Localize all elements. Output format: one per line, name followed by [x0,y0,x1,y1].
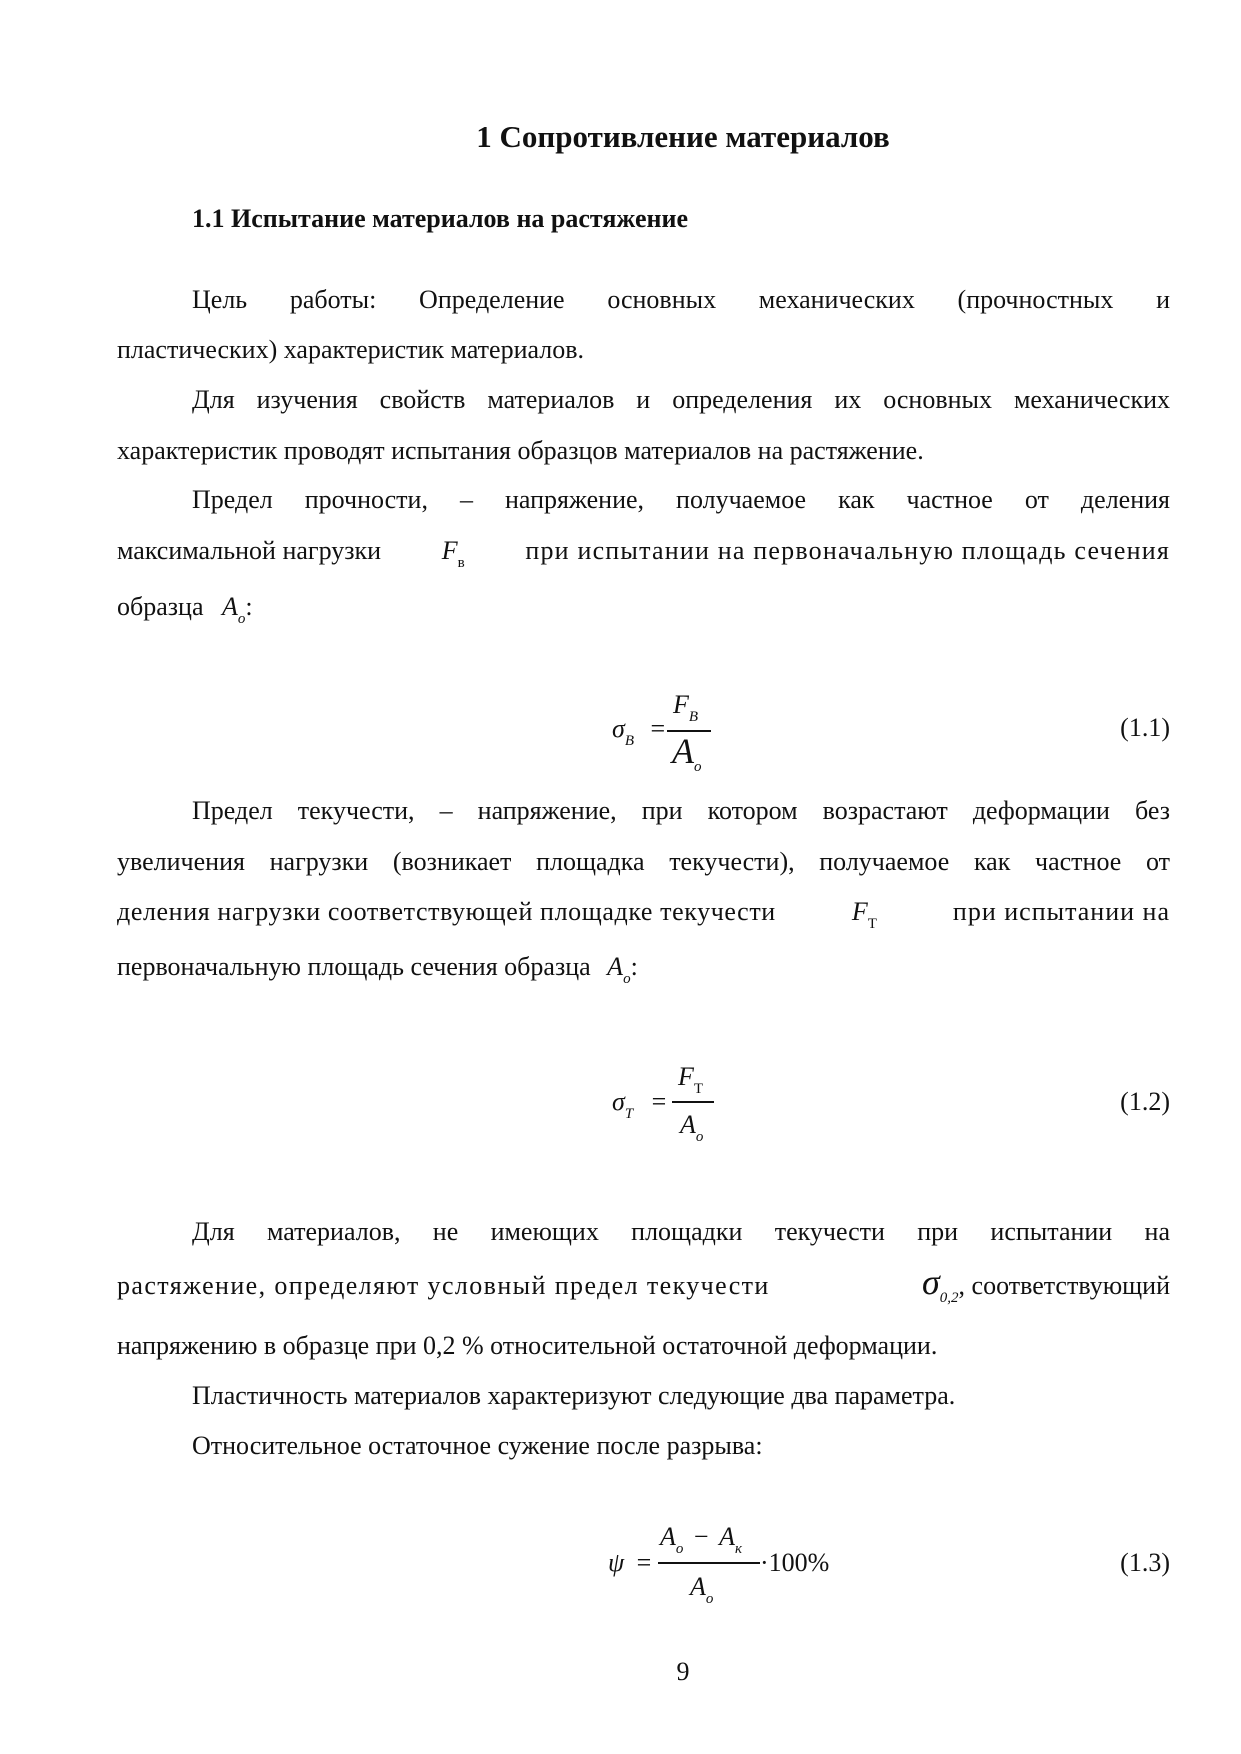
para2-line1: Для изучения свойств материалов и определения их основных механических [192,385,1170,414]
para5-line1: Для материалов, не имеющих площадки текучести при испытании на [192,1217,1170,1246]
para4-line3-post: при испытании на [952,897,1170,926]
eq2-lhs: $\sigma_T$ = [612,1087,667,1122]
eq3-fraction-bar [658,1562,760,1564]
eq2-number: (1.2) [1120,1087,1170,1116]
eq3-number: (1.3) [1120,1548,1170,1577]
para4-line2: увеличения нагрузки (возникает площадка текучести), получаемое как частное от [117,847,1170,876]
para4-line3 [117,895,1170,933]
para1-line1: Цель работы: Определение основных механических (прочностных и [192,285,1170,314]
force-symbol-fv: $F_в$ [441,536,465,571]
eq1-lhs: $\sigma_B$ = [612,714,666,749]
eq3-denominator: $A_o$ [690,1572,714,1607]
yield-symbol-sigma02: $\sigma_{0,2}$, соответствующий [922,1262,1170,1306]
section-title: 1.1 Испытание материалов на растяжение [192,204,688,233]
eq1-number: (1.1) [1120,713,1170,742]
para4-line4-pre: первоначальную площадь сечения образца [117,952,591,981]
para7: Относительное остаточное сужение после разрыва: [192,1431,763,1460]
para5-line3: напряжению в образце при 0,2 % относительной остаточной деформации. [117,1331,938,1360]
para4-line1: Предел текучести, – напряжение, при котором возрастают деформации без [192,796,1170,825]
eq2-fraction-bar [672,1101,714,1103]
para2-line2: характеристик проводят испытания образцов материалов на растяжение. [117,436,924,465]
para4-line3-pre: деления нагрузки соответствующей площадке текучести [117,897,776,926]
eq2-denominator: $A_o$ [680,1110,704,1145]
para1-line2: пластических) характеристик материалов. [117,335,585,364]
para3-line3: образца $A_o$: [117,592,253,627]
chapter-title: 1 Сопротивление материалов [476,119,890,154]
para3-line2-pre: максимальной нагрузки [117,536,382,565]
para3-line2 [117,534,1170,572]
area-symbol-ao: $A_o$ [222,592,246,627]
eq1-numerator: $F_B$ [673,690,699,725]
eq1-denominator: $A_o$ [672,731,702,775]
para3-line2-post: при испытании на первоначальную площадь сечения [525,536,1170,565]
para4-line4: первоначальную площадь сечения образца $A_o$: [117,952,638,987]
para3-line1: Предел прочности, – напряжение, получаемое как частное от деления [192,485,1170,514]
para6: Пластичность материалов характеризуют следующие два параметра. [192,1381,956,1410]
para5-line2 [117,1262,1170,1307]
force-symbol-ft: $F_Т$ [851,897,877,932]
eq2-numerator: $F_Т$ [678,1062,704,1097]
eq3-lhs: ψ = [608,1548,652,1577]
area-symbol-ao-2: $A_o$ [607,952,631,987]
page-number: 9 [676,1657,690,1686]
eq3-factor: ·100% [760,1548,830,1577]
para3-line3-pre: образца [117,592,204,621]
eq3-numerator: $A_o - A_к$ [660,1522,742,1557]
para5-line2-pre: растяжение, определяют условный предел текучести [117,1271,770,1300]
